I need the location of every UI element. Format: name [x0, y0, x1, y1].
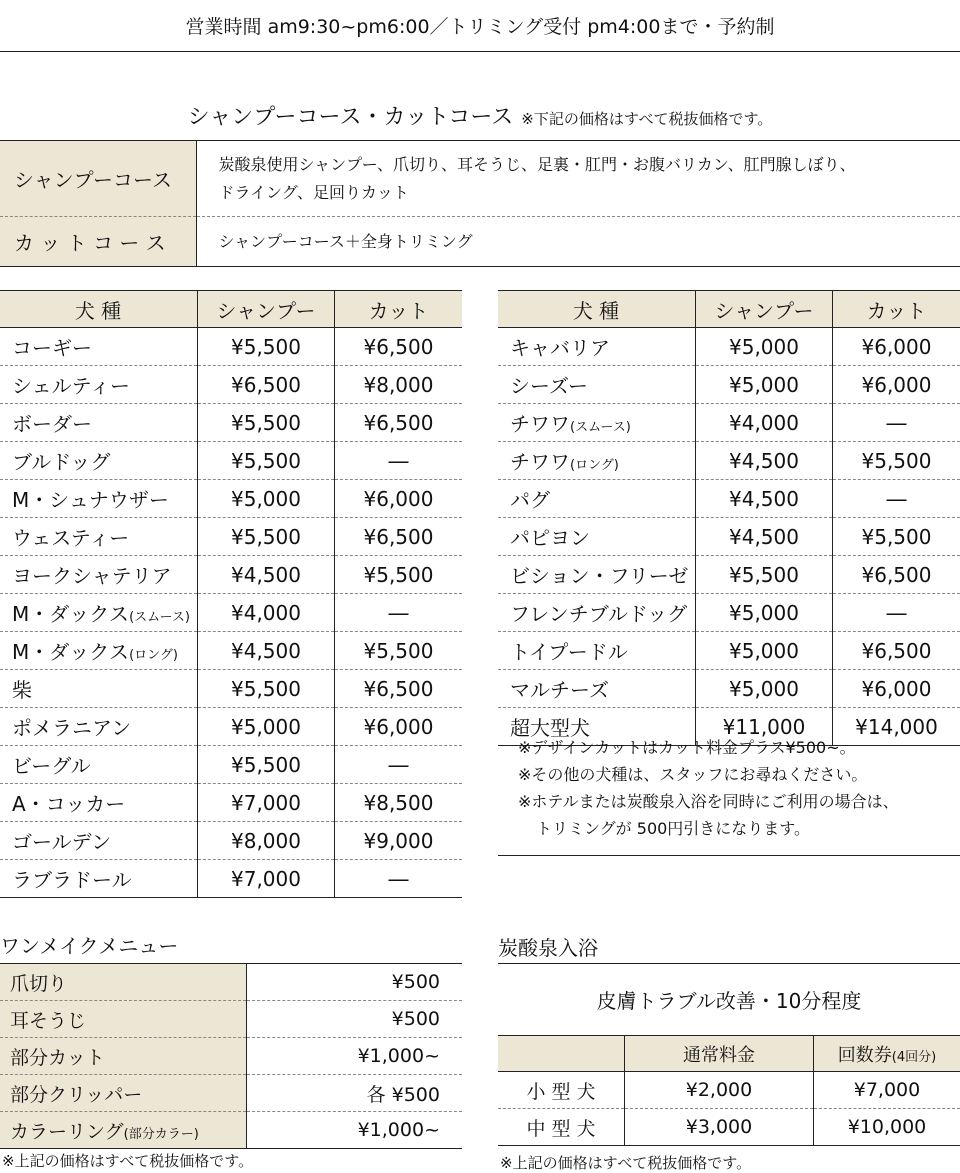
note-line: トリミングが 500円引きになります。: [518, 815, 899, 842]
shampoo-price: ¥7,000: [198, 784, 335, 822]
divider: [498, 855, 960, 856]
tax-note: ※下記の価格はすべて税抜価格です。: [521, 110, 772, 128]
table-header-row: [0, 291, 462, 328]
note-line: ※ホテルまたは炭酸泉入浴を同時にご利用の場合は、: [518, 788, 899, 815]
shampoo-price: ¥4,000: [198, 594, 335, 632]
table-row: [0, 366, 462, 404]
cut-price: ¥9,000: [335, 822, 463, 860]
shampoo-price: ¥4,000: [696, 404, 833, 442]
shampoo-price: ¥11,000: [696, 708, 833, 746]
menu-label-text: 爪切り: [10, 973, 67, 995]
table-row: [0, 670, 462, 708]
course-desc: [196, 141, 960, 217]
course-desc-line: ドライング、足回りカット: [219, 183, 409, 202]
shampoo-price: ¥4,500: [198, 556, 335, 594]
table-row: [0, 442, 462, 480]
menu-label-text: カラーリング: [10, 1121, 124, 1143]
course-desc: シャンプーコース＋全身トリミング: [196, 217, 960, 267]
shampoo-price: ¥6,500: [198, 366, 335, 404]
col-shampoo: シャンプー: [696, 291, 833, 328]
shampoo-price: ¥8,000: [198, 822, 335, 860]
breed-name: 超大型犬: [510, 716, 590, 740]
table-row: [498, 328, 960, 366]
menu-price: ¥500: [246, 964, 462, 1001]
breed-cell: [498, 632, 696, 670]
cut-price: ¥6,500: [335, 670, 463, 708]
business-hours-text: 営業時間 am9:30~pm6:00／トリミング受付 pm4:00まで・予約制: [186, 12, 775, 39]
shampoo-price: ¥4,500: [198, 632, 335, 670]
breed-cell: [0, 860, 198, 898]
breed-name: ブルドッグ: [12, 450, 110, 474]
col-regular: 通常料金: [625, 1036, 814, 1072]
breed-name: チワワ: [510, 412, 570, 436]
table-row: [498, 1072, 960, 1109]
col-size: [498, 1036, 625, 1072]
breed-name: キャバリア: [510, 336, 610, 360]
shampoo-price: ¥5,000: [198, 708, 335, 746]
col-breed: 犬 種: [498, 291, 696, 328]
menu-label: [0, 964, 246, 1001]
menu-label: [0, 1075, 246, 1112]
breed-cell: [0, 518, 198, 556]
one-make-title: ワンメイクメニュー: [0, 930, 178, 959]
table-row: [498, 480, 960, 518]
shampoo-price: ¥5,000: [696, 366, 833, 404]
breed-cell: [498, 328, 696, 366]
breed-name: ラブラドール: [12, 868, 132, 892]
shampoo-price: ¥5,500: [198, 404, 335, 442]
shampoo-price: ¥5,500: [198, 442, 335, 480]
cut-price: ¥6,500: [335, 328, 463, 366]
table-row: [0, 822, 462, 860]
course-label: シャンプーコース: [0, 141, 196, 217]
breed-cell: [0, 822, 198, 860]
cut-price: ¥14,000: [833, 708, 960, 746]
table-row: [0, 404, 462, 442]
onsen-table: [498, 1035, 960, 1146]
menu-label-sub: (部分カラー): [124, 1127, 199, 1142]
shampoo-price: ¥5,000: [696, 670, 833, 708]
cut-price: ¥6,000: [833, 670, 960, 708]
menu-row: [0, 1038, 462, 1075]
course-table: [0, 140, 960, 267]
breed-cell: [0, 328, 198, 366]
col-cut: カット: [833, 291, 960, 328]
breed-name: シーズー: [510, 374, 588, 398]
breed-cell: [498, 404, 696, 442]
menu-row: [0, 1075, 462, 1112]
breed-cell: [0, 708, 198, 746]
cut-price: ¥5,500: [833, 518, 960, 556]
course-row: [0, 141, 960, 217]
notes: [518, 734, 899, 842]
table-row: [0, 518, 462, 556]
price-table-left: [0, 290, 462, 898]
table-row: [0, 328, 462, 366]
regular-cell: ¥3,000: [625, 1109, 814, 1146]
breed-name: シェルティー: [12, 374, 130, 398]
col-breed: 犬 種: [0, 291, 198, 328]
breed-name: 柴: [12, 678, 32, 702]
shampoo-price: ¥5,500: [198, 670, 335, 708]
breed-name: ボーダー: [12, 412, 92, 436]
breed-name: ビション・フリーゼ: [510, 564, 688, 588]
cut-price: ―: [335, 594, 463, 632]
menu-label: [0, 1038, 246, 1075]
shampoo-price: ¥4,500: [696, 442, 833, 480]
table-row: [498, 556, 960, 594]
breed-cell: [0, 442, 198, 480]
menu-row: [0, 1001, 462, 1038]
business-hours: [0, 0, 960, 52]
table-row: [0, 594, 462, 632]
one-make-footnote: ※上記の価格はすべて税抜価格です。: [2, 1150, 253, 1171]
breed-name: M・ダックス: [12, 640, 129, 664]
breed-variant: (スムース): [570, 420, 631, 435]
price-table-right: [498, 290, 960, 746]
course-title: シャンプーコース・カットコース: [188, 105, 514, 130]
cut-price: ¥6,000: [833, 366, 960, 404]
menu-price: ¥1,000~: [246, 1112, 462, 1149]
table-row: [498, 366, 960, 404]
breed-name: ポメラニアン: [12, 716, 131, 740]
table-row: [498, 594, 960, 632]
breed-name: ゴールデン: [12, 830, 111, 854]
breed-cell: [498, 670, 696, 708]
menu-price: ¥500: [246, 1001, 462, 1038]
course-label: カ ッ ト コ ー ス: [0, 217, 196, 267]
table-row: [0, 480, 462, 518]
cut-price: ¥6,500: [833, 556, 960, 594]
shampoo-price: ¥5,000: [696, 594, 833, 632]
menu-price: ¥1,000~: [246, 1038, 462, 1075]
breed-name: パグ: [510, 488, 550, 512]
breed-name: M・ダックス: [12, 602, 129, 626]
table-header-row: [498, 1036, 960, 1072]
cut-price: ¥6,000: [335, 480, 463, 518]
breed-cell: [498, 442, 696, 480]
col-ticket-label: 回数券: [838, 1045, 892, 1066]
onsen-subtitle: 皮膚トラブル改善・10分程度: [498, 985, 960, 1014]
breed-name: チワワ: [510, 450, 570, 474]
breed-cell: [0, 746, 198, 784]
cut-price: ¥5,500: [335, 632, 463, 670]
cut-price: ¥5,500: [833, 442, 960, 480]
menu-label: [0, 1112, 246, 1149]
shampoo-price: ¥5,500: [198, 518, 335, 556]
breed-cell: [498, 480, 696, 518]
cut-price: ¥6,500: [335, 518, 463, 556]
ticket-cell: ¥7,000: [814, 1072, 960, 1109]
divider: [498, 963, 960, 964]
menu-row: [0, 1112, 462, 1149]
col-cut: カット: [335, 291, 463, 328]
shampoo-price: ¥5,000: [198, 480, 335, 518]
table-row: [0, 746, 462, 784]
breed-cell: [0, 594, 198, 632]
breed-cell: [0, 366, 198, 404]
table-row: [498, 442, 960, 480]
size-cell: 中 型 犬: [498, 1109, 625, 1146]
breed-cell: [0, 632, 198, 670]
shampoo-price: ¥5,500: [198, 328, 335, 366]
table-row: [498, 670, 960, 708]
breed-cell: [0, 480, 198, 518]
menu-label-text: 部分クリッパー: [10, 1084, 142, 1106]
breed-variant: (ロング): [570, 458, 619, 473]
table-row: [0, 708, 462, 746]
table-row: [0, 784, 462, 822]
breed-variant: (ロング): [129, 648, 178, 663]
breed-cell: [498, 594, 696, 632]
breed-name: M・シュナウザー: [12, 488, 169, 512]
breed-name: A・コッカー: [12, 792, 125, 816]
breed-name: ヨークシャテリア: [12, 564, 172, 588]
menu-row: [0, 964, 462, 1001]
col-ticket: [814, 1036, 960, 1072]
cut-price: ―: [833, 480, 960, 518]
table-row: [498, 404, 960, 442]
note-line: ※その他の犬種は、スタッフにお尋ねください。: [518, 761, 899, 788]
breed-name: ウェスティー: [12, 526, 129, 550]
shampoo-price: ¥4,500: [696, 480, 833, 518]
ticket-cell: ¥10,000: [814, 1109, 960, 1146]
breed-cell: [0, 404, 198, 442]
menu-label-text: 部分カット: [10, 1047, 105, 1069]
onsen-title: 炭酸泉入浴: [498, 932, 598, 961]
cut-price: ¥5,500: [335, 556, 463, 594]
table-header-row: [498, 291, 960, 328]
regular-cell: ¥2,000: [625, 1072, 814, 1109]
one-make-table: [0, 963, 462, 1149]
cut-price: ―: [833, 594, 960, 632]
breed-name: フレンチブルドッグ: [510, 602, 687, 626]
table-row: [498, 518, 960, 556]
cut-price: ¥6,500: [335, 404, 463, 442]
breed-cell: [0, 556, 198, 594]
shampoo-price: ¥5,500: [696, 556, 833, 594]
breed-variant: (スムース): [129, 610, 190, 625]
menu-price: 各 ¥500: [246, 1075, 462, 1112]
cut-price: ―: [335, 860, 463, 898]
shampoo-price: ¥5,500: [198, 746, 335, 784]
cut-price: ―: [335, 746, 463, 784]
cut-price: ―: [335, 442, 463, 480]
onsen-footnote: ※上記の価格はすべて税抜価格です。: [500, 1152, 751, 1173]
table-row: [498, 1109, 960, 1146]
breed-cell: [498, 518, 696, 556]
menu-label-text: 耳そうじ: [10, 1010, 86, 1032]
shampoo-price: ¥7,000: [198, 860, 335, 898]
note-line: ※デザインカットはカット料金プラス¥500~。: [518, 734, 899, 761]
col-shampoo: シャンプー: [198, 291, 335, 328]
breed-cell: [0, 670, 198, 708]
shampoo-price: ¥4,500: [696, 518, 833, 556]
size-cell: 小 型 犬: [498, 1072, 625, 1109]
shampoo-price: ¥5,000: [696, 632, 833, 670]
course-row: [0, 217, 960, 267]
table-row: [0, 632, 462, 670]
cut-price: ¥8,500: [335, 784, 463, 822]
breed-name: コーギー: [12, 336, 92, 360]
cut-price: ―: [833, 404, 960, 442]
course-heading: [0, 100, 960, 131]
col-ticket-sub: (4回分): [892, 1050, 936, 1065]
breed-name: パピヨン: [510, 526, 590, 550]
cut-price: ¥6,000: [833, 328, 960, 366]
table-row: [0, 556, 462, 594]
cut-price: ¥6,500: [833, 632, 960, 670]
course-desc-line: 炭酸泉使用シャンプー、爪切り、耳そうじ、足裏・肛門・お腹バリカン、肛門腺しぼり、: [219, 155, 856, 174]
table-row: [498, 632, 960, 670]
cut-price: ¥6,000: [335, 708, 463, 746]
breed-name: ビーグル: [12, 754, 91, 778]
breed-cell: [498, 366, 696, 404]
breed-cell: [0, 784, 198, 822]
breed-name: マルチーズ: [510, 678, 609, 702]
shampoo-price: ¥5,000: [696, 328, 833, 366]
breed-name: トイプードル: [510, 640, 628, 664]
table-row: [0, 860, 462, 898]
menu-label: [0, 1001, 246, 1038]
breed-cell: [498, 556, 696, 594]
cut-price: ¥8,000: [335, 366, 463, 404]
